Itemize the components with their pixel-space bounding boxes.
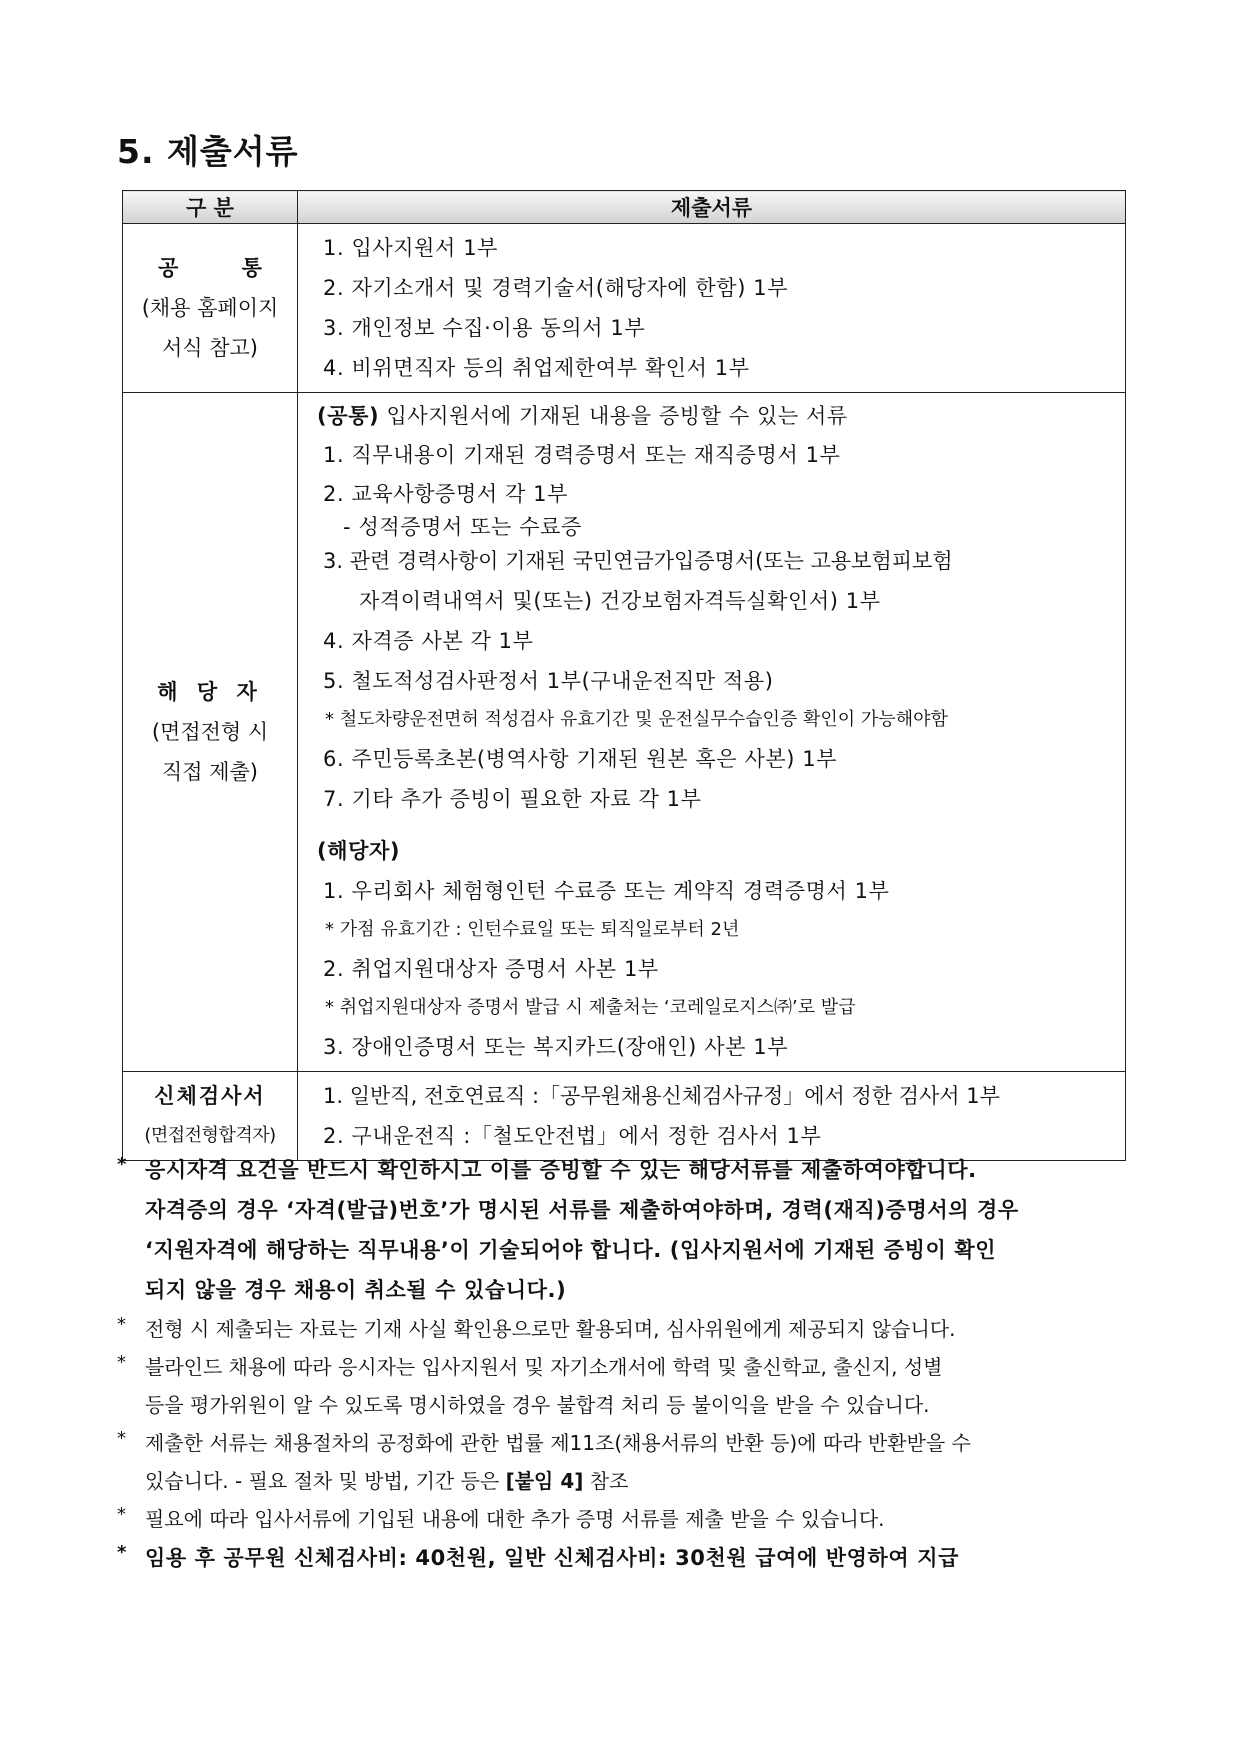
group-applicable-heading (317, 831, 1125, 871)
list-item: 1. 우리회사 체험형인턴 수료증 또는 계약직 경력증명서 1부 (323, 879, 890, 903)
list-item: 3. 관련 경력사항이 기재된 국민연금가입증명서(또는 고용보험피보험 (323, 549, 953, 573)
list-item: 4. 비위면직자 등의 취업제한여부 확인서 1부 (323, 356, 750, 380)
note-line: 되지 않을 경우 채용이 취소될 수 있습니다.) (145, 1278, 567, 1302)
category-medical (123, 1072, 298, 1161)
note-return-documents (117, 1424, 1129, 1500)
table-row-common (123, 224, 1126, 393)
category-common-title: 공 통 (158, 256, 290, 280)
list-item: 7. 기타 추가 증빙이 필요한 자료 각 1부 (323, 787, 702, 811)
note-line: 등을 평가위원이 알 수 있도록 명시하였을 경우 불합격 처리 등 불이익을 받을 수 있습니다. (145, 1393, 930, 1417)
list-item: 2. 구내운전직 :「철도안전법」에서 정한 검사서 1부 (323, 1124, 822, 1148)
note-required-documents (117, 1150, 1129, 1310)
list-item: 2. 취업지원대상자 증명서 사본 1부 (323, 957, 659, 981)
list-item: 3. 개인정보 수집·이용 동의서 1부 (323, 316, 646, 340)
header-category: 구 분 (123, 191, 298, 224)
list-item: 1. 일반직, 전호연료직 :「공무원채용신체검사규정」에서 정한 검사서 1부 (323, 1084, 1000, 1108)
group-common-heading (317, 397, 1125, 435)
category-applicable (123, 393, 298, 1072)
table-row-medical (123, 1072, 1126, 1161)
note-line (145, 1462, 1129, 1500)
note-line: 제출한 서류는 채용절차의 공정화에 관한 법률 제11조(채용서류의 반환 등)에 따라 반환받을 수 (145, 1431, 971, 1455)
group-applicable-title: (해당자) (317, 839, 401, 863)
asterisk-icon: * (117, 1352, 126, 1373)
category-applicable-title: 해 당 자 (157, 680, 263, 704)
note-line: 필요에 따라 입사서류에 기입된 내용에 대한 추가 증명 서류를 제출 받을 수 있습니다. (145, 1507, 885, 1531)
applicable-documents (298, 393, 1126, 1072)
note-usage (117, 1310, 1129, 1348)
table-header-row (123, 191, 1126, 224)
list-item: 2. 자기소개서 및 경력기술서(해당자에 한함) 1부 (323, 276, 789, 300)
note-medical-fee (117, 1538, 1129, 1578)
attachment-reference: [붙임 4] (505, 1469, 584, 1493)
asterisk-icon: * (117, 1428, 126, 1449)
note-line: 자격증의 경우 ‘자격(발급)번호’가 명시된 서류를 제출하여야하며, 경력(재직)증명서의 경우 (145, 1198, 1019, 1222)
category-medical-title: 신체검사서 (154, 1084, 266, 1108)
category-applicable-sub-2: 직접 제출) (161, 760, 258, 784)
list-item: 5. 철도적성검사판정서 1부(구내운전직만 적용) (323, 669, 774, 693)
list-note: * 가점 유효기간 : 인턴수료일 또는 퇴직일로부터 2년 (325, 919, 740, 940)
list-item: 2. 교육사항증명서 각 1부 (323, 482, 568, 506)
group-common-title: (공통) (317, 404, 380, 428)
note-additional-proof (117, 1500, 1129, 1538)
asterisk-icon: * (117, 1154, 127, 1175)
group-common-desc: 입사지원서에 기재된 내용을 증빙할 수 있는 서류 (379, 404, 848, 428)
note-line: ‘지원자격에 해당하는 직무내용’이 기술되어야 합니다. (입사지원서에 기재된 증빙이 확인 (145, 1238, 997, 1262)
asterisk-icon: * (117, 1314, 126, 1335)
note-line: 전형 시 제출되는 자료는 기재 사실 확인용으로만 활용되며, 심사위원에게 제공되지 않습니다. (145, 1317, 956, 1341)
page-title: 5. 제출서류 (117, 132, 299, 171)
documents-table (122, 190, 1126, 1161)
medical-documents (298, 1072, 1126, 1161)
category-common-sub-1: (채용 홈페이지 (141, 296, 279, 320)
list-subitem: - 성적증명서 또는 수료증 (343, 515, 582, 539)
category-medical-sub: (면접전형합격자) (144, 1125, 276, 1146)
list-item: 1. 입사지원서 1부 (323, 236, 499, 260)
list-item: 1. 직무내용이 기재된 경력증명서 또는 재직증명서 1부 (323, 443, 841, 467)
asterisk-icon: * (117, 1542, 127, 1563)
list-note: * 철도차량운전면허 적성검사 유효기간 및 운전실무수습인증 확인이 가능해야함 (325, 709, 948, 730)
notes-section (117, 1150, 1129, 1578)
note-blind-hiring (117, 1348, 1129, 1424)
category-applicable-sub-1: (면접전형 시 (151, 720, 269, 744)
list-item: 3. 장애인증명서 또는 복지카드(장애인) 사본 1부 (323, 1035, 789, 1059)
note-line: 응시자격 요건을 반드시 확인하시고 이를 증빙할 수 있는 해당서류를 제출하여야합니다. (145, 1158, 977, 1182)
note-line: 임용 후 공무원 신체검사비: 40천원, 일반 신체검사비: 30천원 급여에 반영하여 지급 (145, 1546, 959, 1570)
note-line: 블라인드 채용에 따라 응시자는 입사지원서 및 자기소개서에 학력 및 출신학교, 출신지, 성별 (145, 1355, 943, 1379)
category-common (123, 224, 298, 393)
list-note: * 취업지원대상자 증명서 발급 시 제출처는 ‘코레일로지스㈜’로 발급 (325, 997, 856, 1018)
list-item: 6. 주민등록초본(병역사항 기재된 원본 혹은 사본) 1부 (323, 747, 838, 771)
list-item: 4. 자격증 사본 각 1부 (323, 629, 534, 653)
category-common-sub-2: 서식 참고) (161, 336, 258, 360)
asterisk-icon: * (117, 1504, 126, 1525)
table-row-applicable (123, 393, 1126, 1072)
note-text: 참조 (583, 1469, 629, 1493)
common-documents (298, 224, 1126, 393)
note-text: 있습니다. - 필요 절차 및 방법, 기간 등은 (145, 1469, 506, 1493)
header-documents: 제출서류 (298, 191, 1126, 224)
list-item-continuation: 자격이력내역서 및(또는) 건강보험자격득실확인서) 1부 (359, 589, 881, 613)
